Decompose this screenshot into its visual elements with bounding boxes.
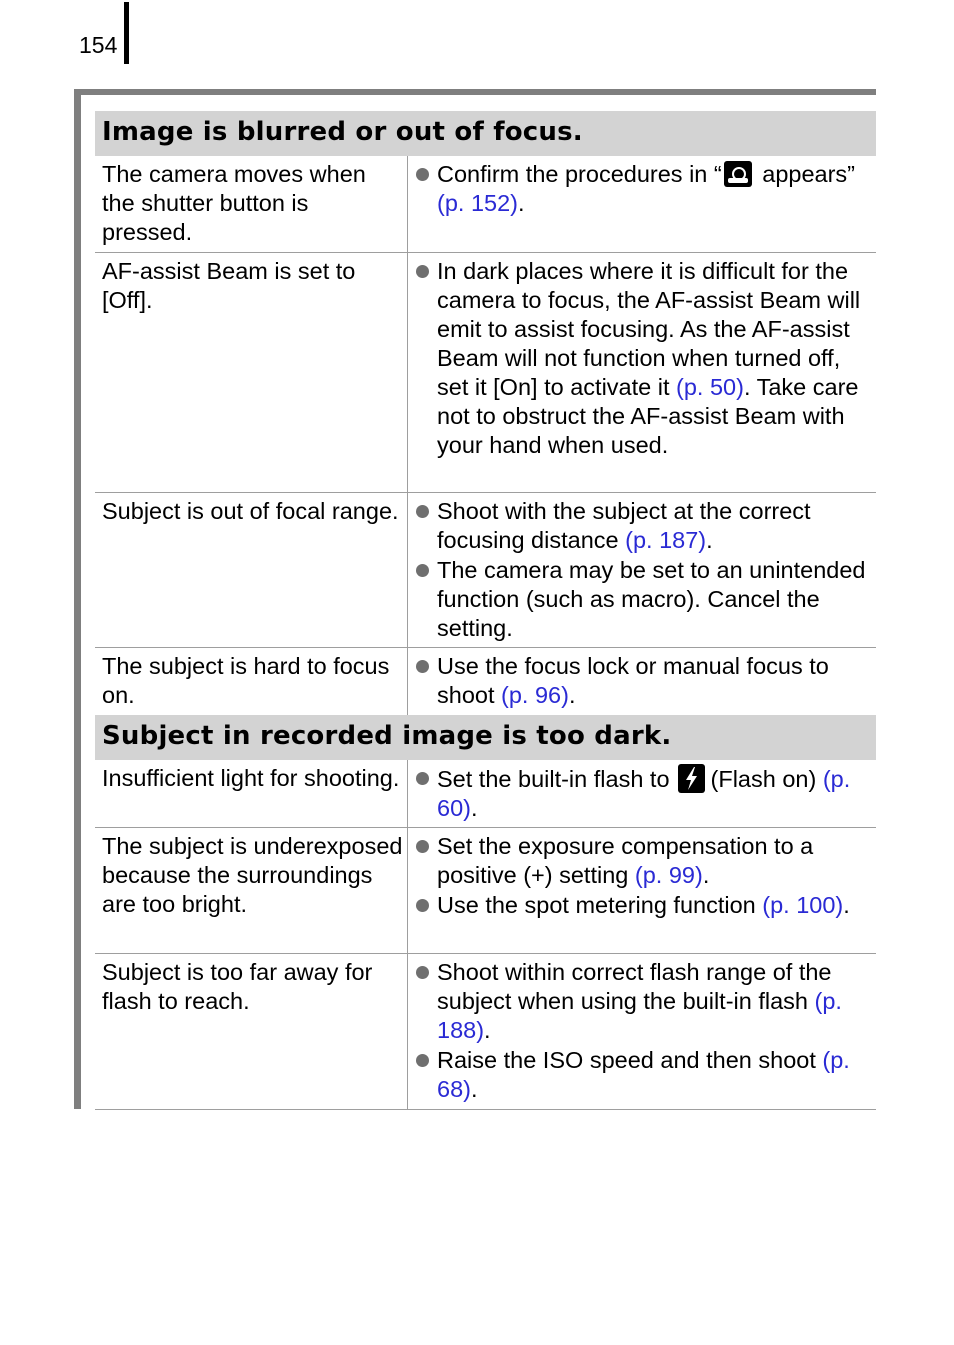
remedy-item — [416, 1046, 870, 1104]
cause-cell: Insufficient light for shooting. — [95, 760, 408, 827]
page-link[interactable]: (p. 96) — [501, 682, 569, 708]
table-row — [95, 648, 876, 715]
remedy-text: Shoot with the subject at the correct focusing distance (p. 187). — [437, 498, 811, 553]
page-link[interactable]: (p. 68) — [437, 1047, 850, 1102]
remedy-item — [416, 497, 870, 555]
table-row — [95, 828, 876, 954]
remedy-item — [416, 891, 870, 920]
cause-cell: The subject is hard to focus on. — [95, 648, 408, 715]
table-row — [95, 760, 876, 828]
page-link[interactable]: (p. 60) — [437, 766, 851, 821]
frame-left-border — [74, 89, 81, 1109]
page-link[interactable]: (p. 100) — [762, 892, 844, 918]
table-row — [95, 156, 876, 253]
remedy-item — [416, 652, 870, 710]
cause-cell: The camera moves when the shutter button is pressed. — [95, 156, 408, 252]
flash-on-icon — [678, 764, 705, 793]
remedy-item — [416, 832, 870, 890]
cause-cell: Subject is out of focal range. — [95, 493, 408, 647]
remedy-cell — [408, 828, 876, 953]
bullet-icon — [416, 891, 437, 920]
remedy-cell — [408, 156, 876, 252]
remedy-text: Set the exposure compensation to a positive (+) setting (p. 99). — [437, 833, 814, 888]
troubleshooting-table — [95, 111, 876, 1110]
remedy-text: Raise the ISO speed and then shoot (p. 68). — [437, 1047, 850, 1102]
remedy-item — [416, 958, 870, 1045]
page-link[interactable]: (p. 99) — [634, 862, 703, 888]
bullet-icon — [416, 832, 437, 890]
remedy-cell — [408, 648, 876, 715]
cause-cell: The subject is underexposed because the surroundings are too bright. — [95, 828, 408, 953]
bullet-icon — [416, 1046, 437, 1104]
remedy-text: Set the built-in flash to (Flash on) (p. 60). — [437, 766, 851, 821]
section-header: Image is blurred or out of focus. — [95, 111, 876, 156]
table-row — [95, 253, 876, 493]
remedy-cell — [408, 760, 876, 827]
remedy-cell — [408, 253, 876, 492]
remedy-item — [416, 556, 870, 643]
remedy-cell — [408, 493, 876, 647]
bullet-icon — [416, 257, 437, 460]
table-row — [95, 954, 876, 1110]
remedy-text: The camera may be set to an unintended function (such as macro). Cancel the setting. — [437, 557, 866, 641]
remedy-text: Shoot within correct flash range of the subject when using the built-in flash (p. 188). — [437, 959, 842, 1043]
remedy-text: Use the focus lock or manual focus to shoot (p. 96). — [437, 653, 829, 708]
remedy-text: Use the spot metering function (p. 100). — [437, 892, 850, 918]
cause-cell: Subject is too far away for flash to reach. — [95, 954, 408, 1109]
section-header: Subject in recorded image is too dark. — [95, 715, 876, 760]
page-link[interactable]: (p. 50) — [676, 374, 744, 400]
remedy-item — [416, 160, 870, 218]
remedy-cell — [408, 954, 876, 1109]
remedy-text: In dark places where it is difficult for the camera to focus, the AF-assist Beam will emit to assist focusing. As the AF-assist Beam will not function when turned off, set it [On] to activate it (p. 50). Take care not to obstruct the AF-assist Beam with your hand when used. — [437, 258, 861, 458]
camera-shake-icon — [724, 161, 752, 187]
bullet-icon — [416, 497, 437, 555]
page-link[interactable]: (p. 152) — [437, 190, 518, 216]
bullet-icon — [416, 764, 437, 823]
bullet-icon — [416, 652, 437, 710]
cause-cell: AF-assist Beam is set to [Off]. — [95, 253, 408, 492]
table-row — [95, 493, 876, 648]
bullet-icon — [416, 160, 437, 218]
page-number: 154 — [79, 32, 118, 58]
frame-top-border — [74, 89, 876, 95]
page-number-rule — [124, 2, 129, 64]
bullet-icon — [416, 958, 437, 1045]
remedy-item — [416, 764, 870, 823]
bullet-icon — [416, 556, 437, 643]
remedy-item — [416, 257, 870, 460]
remedy-text: Confirm the procedures in “ appears” (p. 152). — [437, 161, 856, 216]
page-link[interactable]: (p. 187) — [625, 527, 707, 553]
page-link[interactable]: (p. 188) — [437, 988, 842, 1043]
